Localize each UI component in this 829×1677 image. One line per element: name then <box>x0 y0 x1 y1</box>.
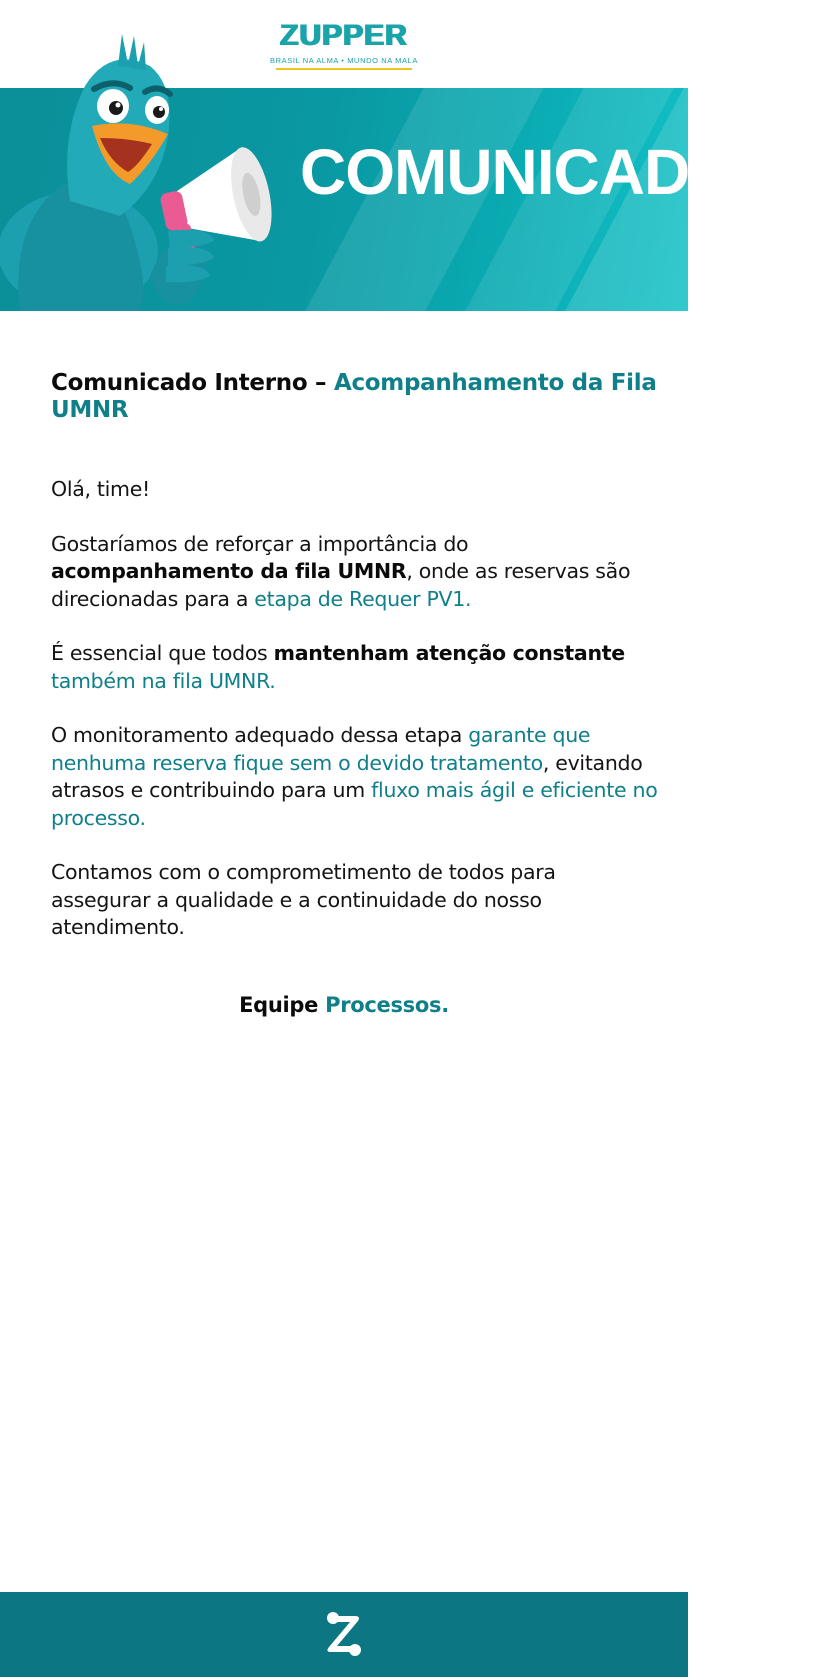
paragraph-1 <box>51 531 661 614</box>
signature-prefix: Equipe <box>239 993 326 1017</box>
p3-text-middle: , evitando atrasos e contribuindo para um <box>51 750 643 802</box>
p3-text-start: O monitoramento adequado dessa etapa <box>51 723 469 747</box>
logo-underline <box>276 68 412 70</box>
p3-highlight-1: garante que nenhuma reserva fique sem o devido tratamento <box>51 723 591 775</box>
p2-text-start: É essencial que todos <box>51 641 274 665</box>
article-body <box>51 370 661 942</box>
article-title <box>51 370 661 424</box>
header-banner <box>0 0 738 311</box>
signature <box>0 993 688 1017</box>
p1-bold: acompanhamento da fila UMNR <box>51 559 407 583</box>
footer-bar <box>0 1592 688 1677</box>
greeting: Olá, time! <box>51 477 150 501</box>
title-highlight: Acompanhamento da Fila UMNR <box>51 370 657 423</box>
bird-mascot-icon <box>0 26 290 311</box>
p2-bold: mantenham atenção constante <box>273 641 625 665</box>
p1-text-start: Gostaríamos de reforçar a importância do <box>51 531 469 556</box>
paragraph-3 <box>51 722 661 832</box>
p1-text-middle: , onde as reservas são direcionadas para a <box>51 559 631 611</box>
signature-team: Processos. <box>325 993 449 1017</box>
title-prefix: Comunicado Interno – <box>51 370 334 396</box>
p1-highlight: etapa de Requer PV1. <box>254 586 472 611</box>
logo-wordmark: ZUPPER <box>280 19 408 52</box>
logo-tagline: BRASIL NA ALMA • MUNDO NA MALA <box>270 56 418 65</box>
p2-highlight: também na fila UMNR. <box>51 668 276 693</box>
zupper-z-logo-icon <box>321 1610 367 1658</box>
paragraph-2 <box>51 640 661 695</box>
paragraph-4: Contamos com o comprometimento de todos para assegurar a qualidade e a continuidade do nosso atendimento. <box>51 860 556 939</box>
banner-title: COMUNICADO <box>300 136 738 208</box>
p3-highlight-2: fluxo mais ágil e eficiente no processo. <box>51 778 658 830</box>
